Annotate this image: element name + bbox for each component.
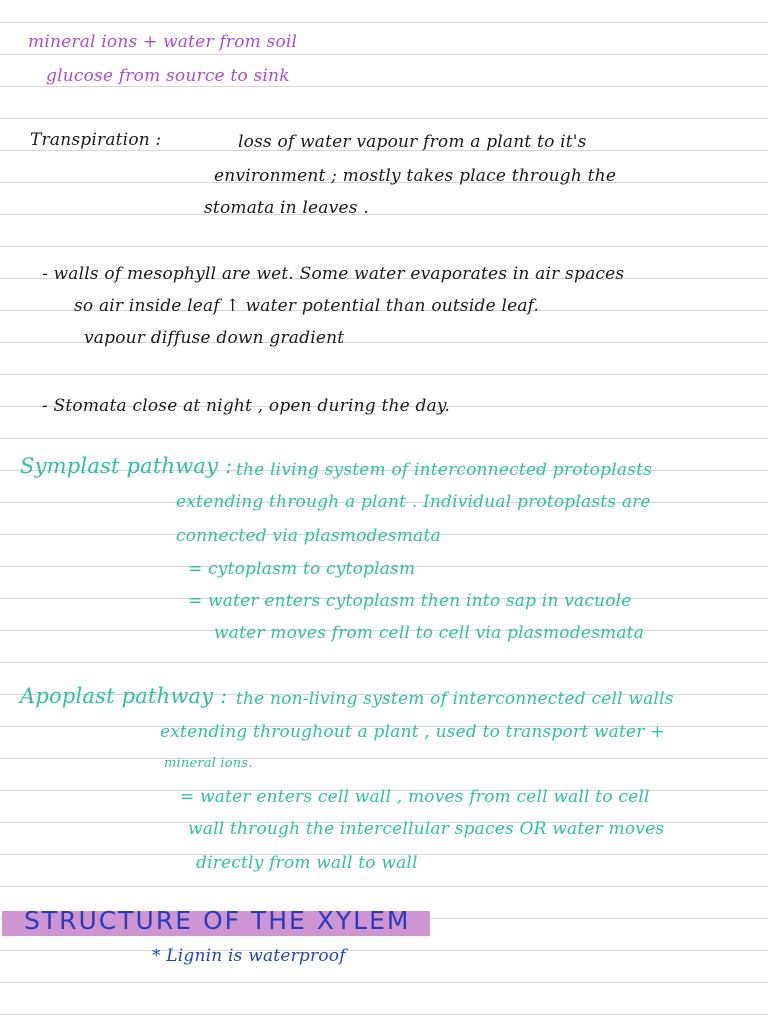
apoplast-line-3: mineral ions.: [164, 756, 253, 771]
apoplast-line-6: directly from wall to wall: [196, 853, 418, 873]
note-line-glucose: glucose from source to sink: [46, 66, 290, 86]
mesophyll-bullet-line-1: - walls of mesophyll are wet. Some water evaporates in air spaces: [42, 264, 625, 284]
transpiration-label: Transpiration :: [30, 130, 162, 150]
apoplast-line-2: extending throughout a plant , used to transport water +: [160, 722, 665, 742]
lignin-note: * Lignin is waterproof: [152, 946, 346, 966]
symplast-line-4: = cytoplasm to cytoplasm: [188, 559, 416, 579]
section-heading: STRUCTURE OF THE XYLEM: [24, 906, 411, 935]
symplast-line-3: connected via plasmodesmata: [176, 526, 441, 546]
transpiration-definition-line-2: environment ; mostly takes place through the: [214, 166, 617, 186]
symplast-line-5: = water enters cytoplasm then into sap in vacuole: [188, 591, 632, 611]
symplast-line-1: the living system of interconnected protoplasts: [236, 460, 653, 480]
symplast-line-6: water moves from cell to cell via plasmodesmata: [214, 623, 645, 643]
apoplast-line-1: the non-living system of interconnected cell walls: [236, 689, 674, 709]
transpiration-definition-line-1: loss of water vapour from a plant to it's: [238, 132, 587, 152]
apoplast-label: Apoplast pathway :: [20, 684, 228, 708]
transpiration-definition-line-3: stomata in leaves .: [204, 198, 369, 218]
note-line-mineral: mineral ions + water from soil: [28, 32, 298, 52]
mesophyll-bullet-line-2: so air inside leaf ↑ water potential than outside leaf.: [74, 296, 540, 316]
symplast-label: Symplast pathway :: [20, 454, 233, 478]
apoplast-line-4: = water enters cell wall , moves from cell wall to cell: [180, 787, 650, 807]
apoplast-line-5: wall through the intercellular spaces OR water moves: [188, 819, 665, 839]
mesophyll-bullet-line-3: vapour diffuse down gradient: [84, 328, 345, 348]
stomata-bullet: - Stomata close at night , open during the day.: [42, 396, 451, 416]
symplast-line-2: extending through a plant . Individual protoplasts are: [176, 492, 651, 512]
